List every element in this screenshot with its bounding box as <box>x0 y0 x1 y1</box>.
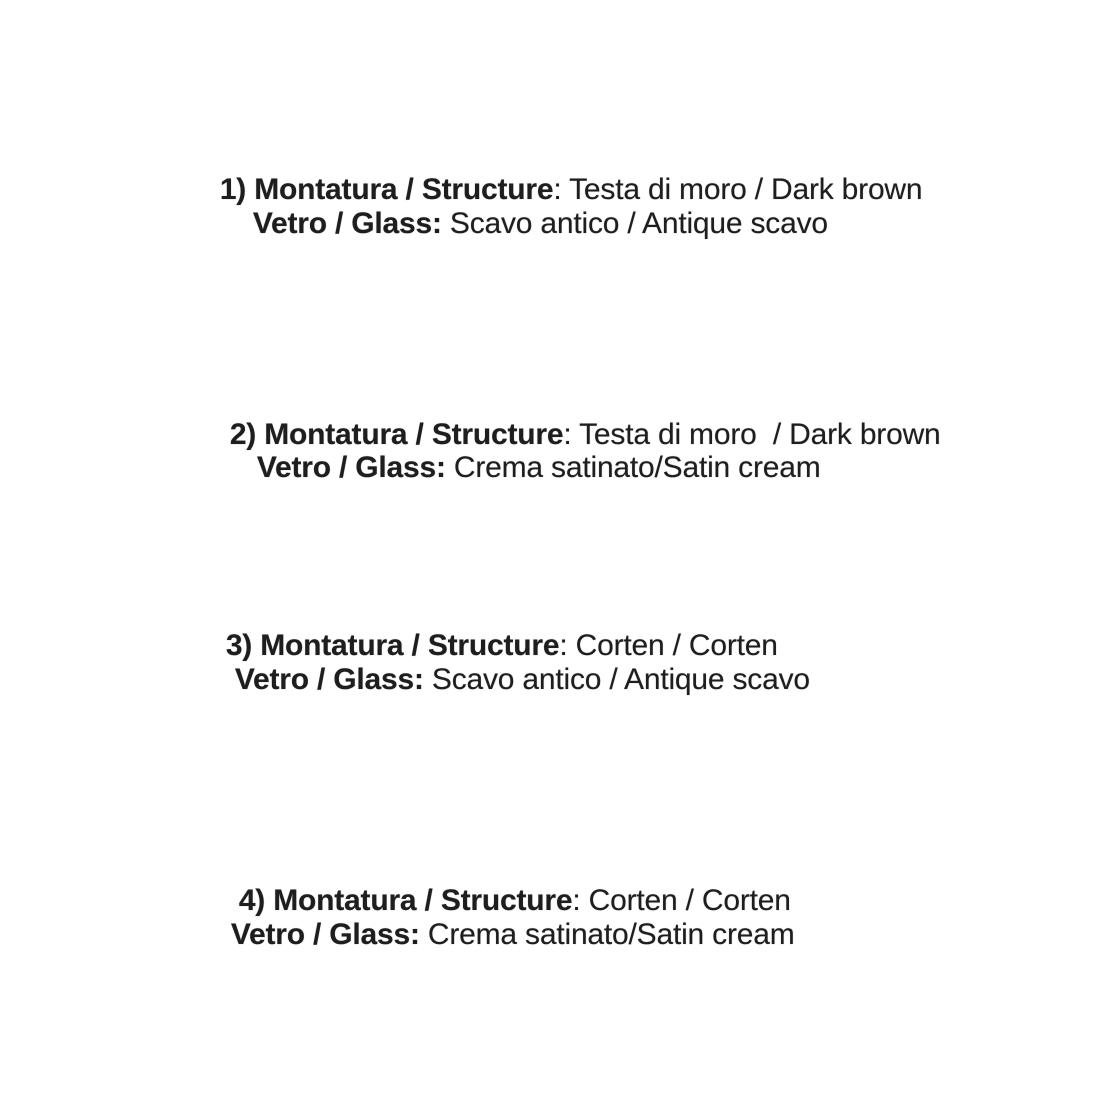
glass-label: Vetro / Glass: <box>256 451 446 484</box>
glass-separator <box>424 663 432 696</box>
glass-separator <box>442 207 450 240</box>
glass-line <box>208 417 821 519</box>
glass-value: Crema satinato/Satin cream <box>427 918 795 951</box>
structure-separator: : <box>563 418 580 451</box>
structure-value: Corten / Corten <box>588 884 791 917</box>
glass-line <box>204 173 828 275</box>
glass-value: Scavo antico / Antique scavo <box>449 207 828 240</box>
structure-value: Corten / Corten <box>575 629 778 662</box>
glass-separator <box>446 451 454 484</box>
structure-separator: : <box>572 884 589 917</box>
glass-separator <box>420 918 428 951</box>
structure-value: Testa di moro / Dark brown <box>579 418 941 451</box>
glass-label: Vetro / Glass: <box>230 918 420 951</box>
structure-value: Testa di moro / Dark brown <box>569 173 923 206</box>
structure-separator: : <box>553 173 570 206</box>
structure-separator: : <box>559 629 576 662</box>
glass-line <box>182 884 795 986</box>
structure-label: 4) Montatura / Structure <box>238 884 573 917</box>
glass-label: Vetro / Glass: <box>252 207 442 240</box>
structure-label: 2) Montatura / Structure <box>229 418 564 451</box>
glass-value: Crema satinato/Satin cream <box>453 451 821 484</box>
structure-label: 1) Montatura / Structure <box>219 173 554 206</box>
glass-value: Scavo antico / Antique scavo <box>431 663 810 696</box>
glass-label: Vetro / Glass: <box>234 663 424 696</box>
glass-line <box>186 629 810 731</box>
structure-label: 3) Montatura / Structure <box>225 629 560 662</box>
